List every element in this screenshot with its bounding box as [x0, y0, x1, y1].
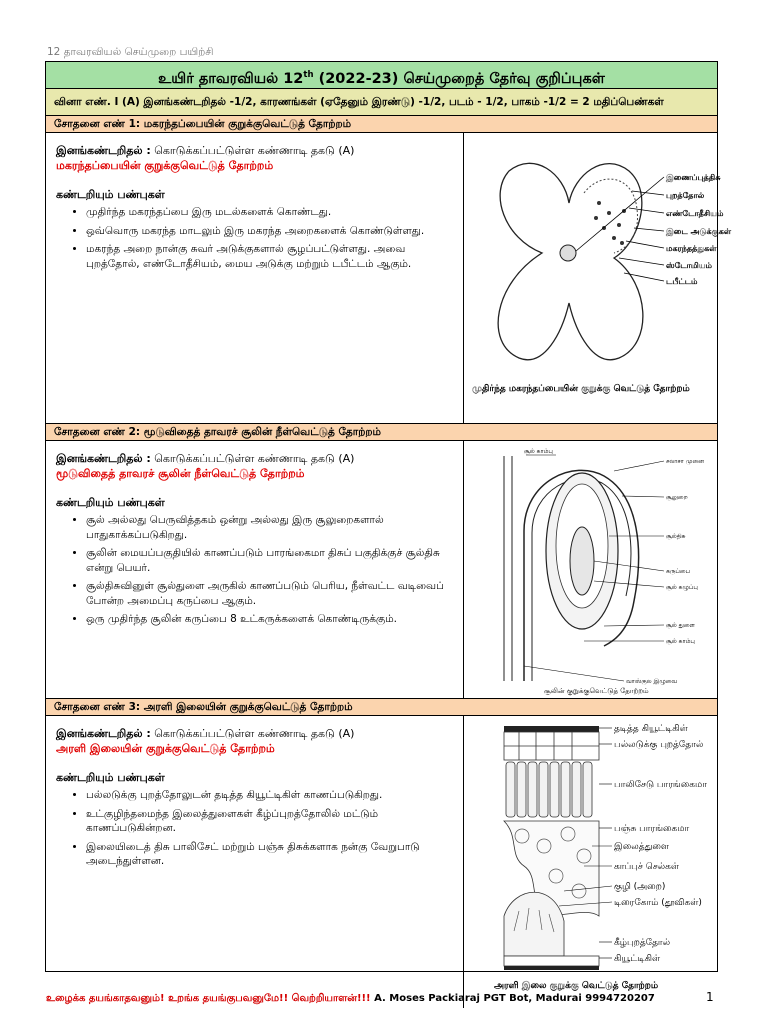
- ident-text: கொடுக்கப்பட்டுள்ள கண்ணாடி தகடு (A): [150, 452, 355, 465]
- label-multiple-epidermis: பல்லடுக்கு புறத்தோல்: [614, 740, 704, 750]
- ident-label: இனங்கண்டறிதல் :: [56, 727, 151, 740]
- document-title: [46, 62, 717, 89]
- identification: [56, 451, 453, 467]
- features-heading: கண்டறியும் பண்புகள்: [56, 771, 165, 784]
- footer-author: A. Moses Packiaraj PGT Bot, Madurai 9994720207: [370, 993, 655, 1004]
- ovule-section-diagram: [464, 441, 717, 698]
- leaf-diagram-panel: [464, 716, 717, 1008]
- label-palisade: பாலிசேடு பாரங்கைமா: [614, 780, 707, 790]
- label-ovule-neck: சூல் கழுப்பு: [666, 584, 698, 591]
- features-list: [56, 788, 453, 869]
- experiment-1-header: சோதனை எண் 1: மகரந்தப்பையின் குறுக்குவெட்டுத் தோற்றம்: [46, 116, 717, 133]
- anther-diagram-panel: [464, 133, 732, 423]
- list-item: • சூலின் மையப்பகுதியில் காணப்படும் பாரங்கைமா திசுப் பகுதிக்குச் சூல்திசு என்று பெயர்.: [86, 546, 453, 575]
- ident-label: இனங்கண்டறிதல் :: [56, 144, 151, 157]
- features-heading: கண்டறியும் பண்புகள்: [56, 496, 165, 509]
- title-main: உயிர் தாவரவியல் 12: [158, 70, 304, 87]
- ovule-caption: சூலின் குறுக்குவெட்டுத் தோற்றம்: [544, 687, 649, 695]
- title-sup: th: [303, 70, 314, 80]
- footer-motto: உழைக்க தயங்காதவனும்! உறங்க தயங்குபவனுமே!! வெற்றியாளன்!!!: [46, 993, 371, 1004]
- experiment-1-text: [46, 133, 464, 423]
- label-guard-cells: காப்புச் செல்கள்: [614, 862, 680, 872]
- label-spongy: பஞ்சு பாரங்கைமா: [614, 824, 690, 834]
- label-epidermis: புறத்தோல்: [666, 191, 705, 200]
- list-item: • சூல் அல்லது பெருவித்தகம் ஒன்று அல்லது இரு சூலுறைகளால் பாதுகாக்கப்படுகிறது.: [86, 513, 453, 542]
- identification: [56, 143, 453, 159]
- label-funicle: சூல் காம்பு: [666, 638, 695, 645]
- label-integument: சூலுறை: [666, 494, 688, 501]
- label-micropyle: சூல் துளை: [666, 622, 695, 629]
- anther-caption: முதிர்ந்த மகரந்தப்பையின் குறுக்கு வெட்டுத் தோற்றம்: [472, 384, 690, 394]
- anther-cross-section-diagram: [464, 133, 732, 423]
- label-endothecium: எண்டோதீசியம்: [666, 209, 724, 218]
- list-item: • இலையிடைத் திசு பாலிசேட் மற்றும் பஞ்சு திசுக்களாக நன்கு வேறுபாடு அடைந்துள்ளன.: [86, 840, 453, 869]
- title-rest: செய்முறைத் தேர்வு குறிப்புகள்: [403, 70, 605, 87]
- label-lower-epidermis: கீழ்புறத்தோல்: [614, 938, 671, 948]
- ident-text: கொடுக்கப்பட்டுள்ள கண்ணாடி தகடு (A): [150, 144, 355, 157]
- question-line: வினா எண். I (A) இனங்கண்டறிதல் -1/2, காரணங்கள் (ஏதேனும் இரண்டு) -1/2, படம் - 1/2, பாகம் -1/2 = 2 மதிப்பெண்கள்: [46, 89, 717, 116]
- features-heading: கண்டறியும் பண்புகள்: [56, 188, 165, 201]
- experiment-3-header: சோதனை எண் 3: அரளி இலையின் குறுக்குவெட்டுத் தோற்றம்: [46, 699, 717, 716]
- label-middle-layers: இடை அடுக்குகள்: [666, 227, 732, 236]
- label-funicle-top: சூல் காம்பு: [524, 448, 553, 455]
- list-item: • பல்லடுக்கு புறத்தோலுடன் தடித்த கியூட்டிகிள் காணப்படுகிறது.: [86, 788, 453, 803]
- leaf-caption: அரளி இலை குறுக்கு வெட்டுத் தோற்றம்: [494, 981, 659, 991]
- list-item: • ஒவ்வொரு மகரந்த மாடலும் இரு மகரந்த அறைகளைக் கொண்டுள்ளது.: [86, 224, 453, 239]
- experiment-2-header: சோதனை எண் 2: மூடுவிதைத் தாவரச் சூலின் நீள்வெட்டுத் தோற்றம்: [46, 424, 717, 441]
- label-embryo-sac: கருப்பை: [666, 568, 691, 575]
- label-trichomes: டிரைகோம் (தூவிகள்): [614, 898, 702, 908]
- label-stoma: இலைத்துளை: [614, 842, 670, 852]
- label-cuticle: கியூட்டிகிள்: [614, 954, 661, 964]
- experiment-2-text: [46, 441, 464, 698]
- ovule-diagram-panel: [464, 441, 717, 698]
- experiment-3-row: [46, 716, 717, 1008]
- identification: [56, 726, 453, 742]
- label-chalaza: சலாசா முனை: [666, 458, 704, 465]
- label-vascular-strand: வாஸ்குல இழுவை: [626, 678, 678, 685]
- experiment-1-row: [46, 133, 732, 424]
- features-list: [56, 513, 453, 627]
- ident-text: கொடுக்கப்பட்டுள்ள கண்ணாடி தகடு (A): [150, 727, 355, 740]
- title-year: (2022-23): [313, 70, 404, 87]
- experiment-3-text: [46, 716, 464, 1008]
- list-item: • உட்குழிந்தமைந்த இலைத்துளைகள் கீழ்ப்புறத்தோலில் மட்டும் காணப்படுகின்றன.: [86, 807, 453, 836]
- list-item: • முதிர்ந்த மகரந்தப்பை இரு மடல்களைக் கொண்டது.: [86, 205, 453, 220]
- label-tapetum: டபீட்டம்: [666, 277, 698, 286]
- label-stomium: ஸ்டோமியம்: [666, 261, 712, 270]
- experiment-2-row: [46, 441, 717, 699]
- label-connective: இணைப்புத்திசு: [666, 173, 721, 182]
- page-header: 12 தாவரவியல் செய்முறை பயிற்சி: [47, 46, 214, 58]
- page-number: 1: [706, 990, 714, 1004]
- ident-label: இனங்கண்டறிதல் :: [56, 452, 151, 465]
- ident-specimen: அரளி இலையின் குறுக்குவெட்டுத் தோற்றம்: [56, 742, 275, 755]
- list-item: • சூல்திசுவினுள் சூல்துளை அருகில் காணப்படும் பெரிய, நீள்வட்ட வடிவைப் போன்ற அமைப்பு கருப்பை ஆகும்.: [86, 579, 453, 608]
- document-frame: [45, 61, 732, 991]
- footer: [46, 993, 726, 1005]
- list-item: • மகரந்த அறை நான்கு சுவர் அடுக்குகளால் சூழப்பட்டுள்ளது. அவை புறத்தோல், எண்டோதீசியம், மைய அடுக்கு மற்றும் டபீட்டம் ஆகும்.: [86, 242, 453, 271]
- ident-specimen: மூடுவிதைத் தாவரச் சூலின் நீள்வெட்டுத் தோற்றம்: [56, 467, 305, 480]
- label-pollen: மகரந்தத்துகள்: [666, 244, 717, 253]
- features-list: [56, 205, 453, 271]
- nerium-leaf-section-diagram: [464, 716, 717, 1008]
- label-nucellus: சூல்திசு: [666, 533, 686, 540]
- label-thick-cuticle: தடித்த கியூட்டிகிள்: [614, 724, 688, 734]
- ident-specimen: மகரந்தப்பையின் குறுக்குவெட்டுத் தோற்றம்: [56, 159, 274, 172]
- label-pit-chamber: குழி (அறை): [614, 882, 666, 892]
- list-item: • ஒரு முதிர்ந்த சூலின் கருப்பை 8 உட்கருக்களைக் கொண்டிருக்கும்.: [86, 612, 453, 627]
